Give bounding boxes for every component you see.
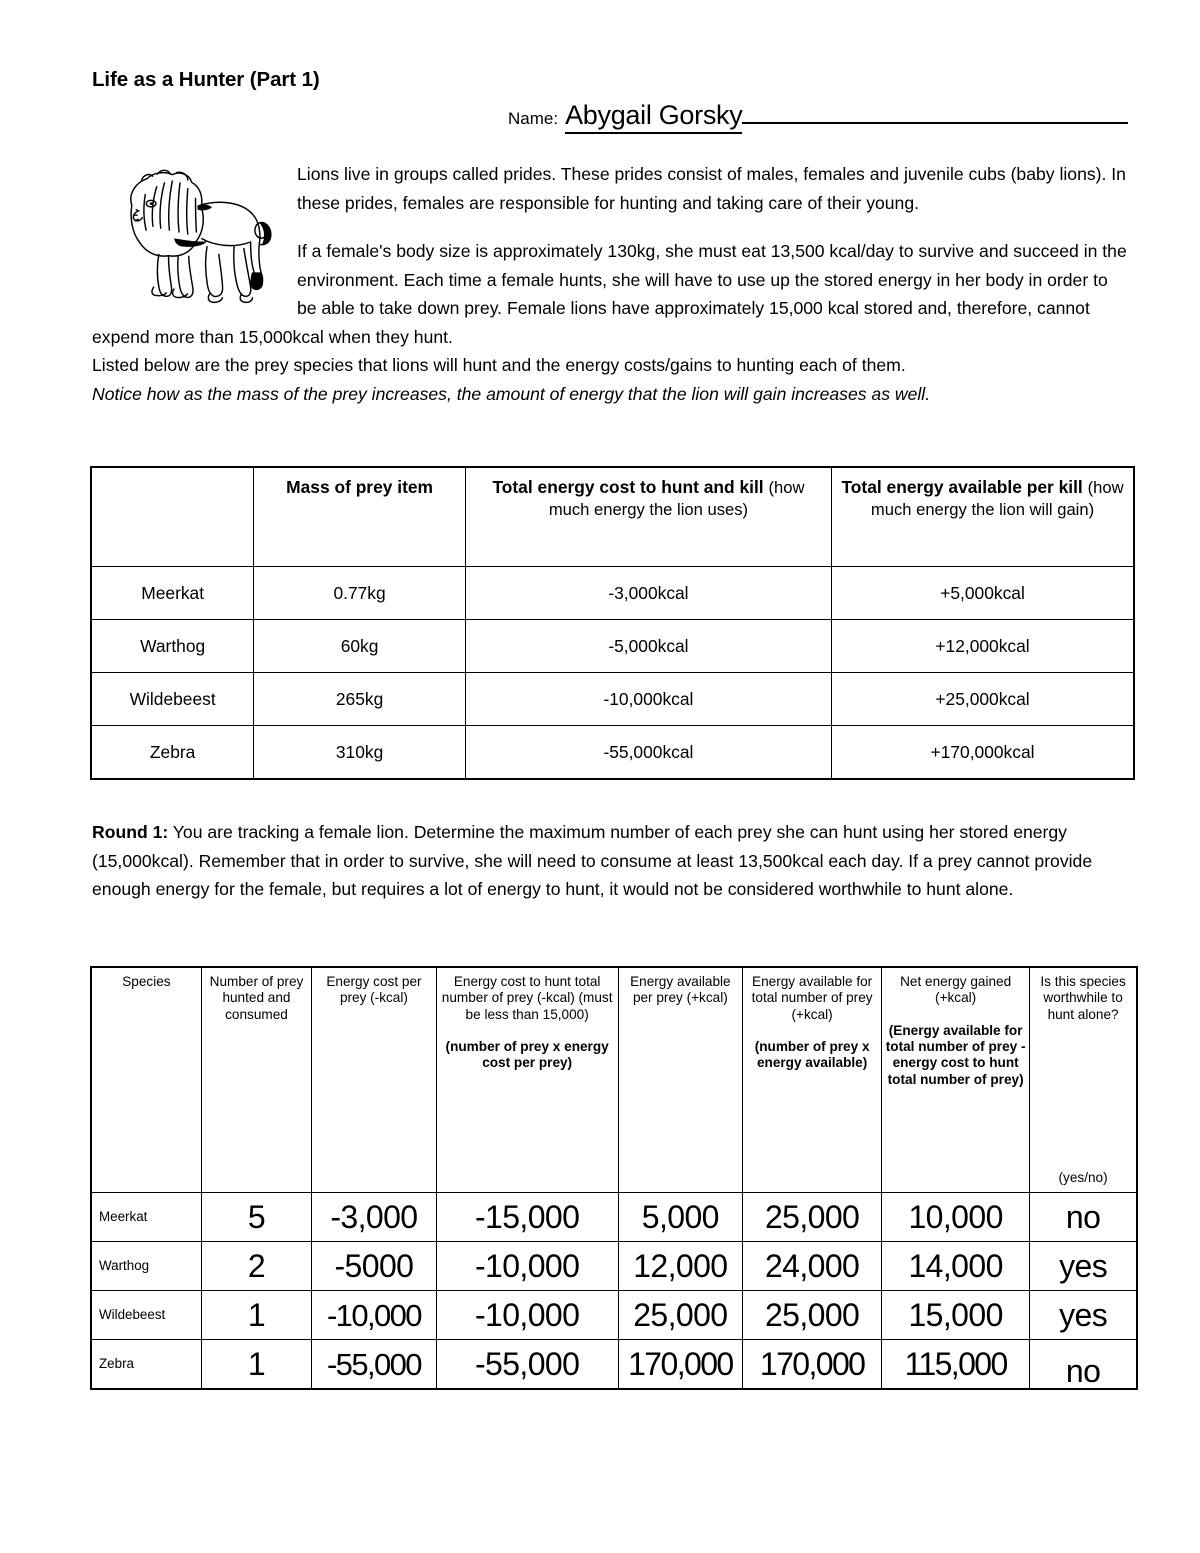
page-title: Life as a Hunter (Part 1) bbox=[92, 68, 320, 91]
ws-species: Zebra bbox=[91, 1340, 201, 1390]
intro-paragraph-1: Lions live in groups called prides. These prides consist of males, females and juvenile cubs (baby lions). In these prides, females are responsible for hunting and taking care of their young. bbox=[297, 164, 1126, 213]
prey-cost: -10,000kcal bbox=[465, 673, 831, 726]
intro-paragraph-4: Notice how as the mass of the prey increases, the amount of energy that the lion will gain increases as well. bbox=[92, 383, 931, 404]
ws-cost-per-prey[interactable]: -5000 bbox=[312, 1242, 437, 1291]
intro-paragraph-2: If a female's body size is approximately 130kg, she must eat 13,500 kcal/day to survive and succeed in the environment. Each time a female hunts, she will have to use up the stored energy in her body in order to be able to take down prey. Female lions have approximately 15,000 kcal stored and, therefore, cannot expend more than 15,000kcal when they hunt. bbox=[92, 241, 1127, 347]
ws-cost-per-prey[interactable]: -10,000 bbox=[312, 1291, 437, 1340]
table-row bbox=[91, 673, 1134, 726]
ws-available-total[interactable]: 24,000 bbox=[743, 1242, 882, 1291]
ws-available-total[interactable]: 25,000 bbox=[743, 1193, 882, 1242]
student-name-value: Abygail Gorsky bbox=[565, 100, 742, 134]
prey-available: +5,000kcal bbox=[832, 567, 1134, 620]
prey-cost: -5,000kcal bbox=[465, 620, 831, 673]
prey-header-cost-label: Total energy cost to hunt and kill bbox=[492, 477, 764, 497]
ws-header-available-total-main: Energy available for total number of prey (+kcal) bbox=[751, 974, 873, 1022]
ws-cost-total[interactable]: -55,000 bbox=[436, 1340, 618, 1390]
worksheet-answer-table bbox=[90, 966, 1138, 1390]
ws-worthwhile[interactable]: no bbox=[1030, 1347, 1137, 1397]
prey-header-cost bbox=[465, 467, 831, 567]
prey-cost: -55,000kcal bbox=[465, 726, 831, 780]
ws-cost-total[interactable]: -10,000 bbox=[436, 1291, 618, 1340]
prey-species: Zebra bbox=[91, 726, 254, 780]
table-header-row bbox=[91, 967, 1137, 1193]
prey-header-cost-sub: (how much energy the lion uses) bbox=[548, 478, 805, 519]
table-row bbox=[91, 567, 1134, 620]
ws-net-energy[interactable]: 14,000 bbox=[882, 1242, 1030, 1291]
ws-available-per-prey[interactable]: 170,000 bbox=[618, 1340, 743, 1390]
prey-available: +12,000kcal bbox=[832, 620, 1134, 673]
ws-header-worthwhile-sub: (yes/no) bbox=[1058, 1169, 1108, 1185]
ws-header-available-total bbox=[743, 967, 882, 1193]
prey-header-available-sub: (how much energy the lion will gain) bbox=[870, 478, 1124, 519]
ws-header-available-per-prey: Energy available per prey (+kcal) bbox=[618, 967, 743, 1193]
table-row bbox=[91, 726, 1134, 780]
ws-header-net-main: Net energy gained (+kcal) bbox=[900, 974, 1012, 1006]
ws-header-cost-total bbox=[436, 967, 618, 1193]
ws-header-net-formula: (Energy available for total number of prey - energy cost to hunt total number of prey) bbox=[885, 1022, 1026, 1087]
ws-cost-total[interactable]: -10,000 bbox=[436, 1242, 618, 1291]
prey-available: +25,000kcal bbox=[832, 673, 1134, 726]
table-row bbox=[91, 1340, 1137, 1390]
ws-header-net-energy bbox=[882, 967, 1030, 1193]
ws-species: Meerkat bbox=[91, 1193, 201, 1242]
prey-cost: -3,000kcal bbox=[465, 567, 831, 620]
round1-text: You are tracking a female lion. Determine the maximum number of each prey she can hunt using her stored energy (15,000kcal). Remember that in order to survive, she will need to consume at least 13,500kcal each day. If a prey cannot provide enough energy for the female, but requires a lot of energy to hunt, it would not be considered worthwhile to hunt alone. bbox=[92, 822, 1093, 899]
intro-paragraph-3: Listed below are the prey species that lions will hunt and the energy costs/gains to hunting each of them. bbox=[92, 355, 906, 375]
prey-header-mass bbox=[254, 467, 466, 567]
prey-mass: 60kg bbox=[254, 620, 466, 673]
prey-species: Warthog bbox=[91, 620, 254, 673]
ws-available-per-prey[interactable]: 25,000 bbox=[618, 1291, 743, 1340]
ws-header-species: Species bbox=[91, 967, 201, 1193]
prey-species: Wildebeest bbox=[91, 673, 254, 726]
ws-number-hunted[interactable]: 1 bbox=[201, 1291, 311, 1340]
ws-worthwhile[interactable]: yes bbox=[1030, 1291, 1137, 1340]
prey-header-blank bbox=[91, 467, 254, 567]
round1-instructions bbox=[92, 818, 1132, 904]
ws-header-cost-total-formula: (number of prey x energy cost per prey) bbox=[445, 1038, 609, 1071]
ws-net-energy[interactable]: 15,000 bbox=[882, 1291, 1030, 1340]
prey-mass: 0.77kg bbox=[254, 567, 466, 620]
ws-species: Wildebeest bbox=[91, 1291, 201, 1340]
ws-header-worthwhile-main: Is this species worthwhile to hunt alone? bbox=[1040, 974, 1126, 1022]
ws-header-cost-total-main: Energy cost to hunt total number of prey (-kcal) (must be less than 15,000) bbox=[441, 974, 613, 1022]
ws-available-total[interactable]: 25,000 bbox=[743, 1291, 882, 1340]
prey-reference-table bbox=[90, 466, 1135, 780]
prey-header-available-label: Total energy available per kill bbox=[841, 477, 1083, 497]
table-row bbox=[91, 1242, 1137, 1291]
ws-number-hunted[interactable]: 5 bbox=[201, 1193, 311, 1242]
prey-mass: 310kg bbox=[254, 726, 466, 780]
prey-header-mass-label: Mass of prey item bbox=[286, 477, 434, 497]
ws-available-total[interactable]: 170,000 bbox=[743, 1340, 882, 1390]
table-header-row bbox=[91, 467, 1134, 567]
prey-header-available bbox=[832, 467, 1134, 567]
table-row bbox=[91, 1193, 1137, 1242]
ws-net-energy[interactable]: 115,000 bbox=[882, 1340, 1030, 1390]
prey-available: +170,000kcal bbox=[832, 726, 1134, 780]
ws-cost-total[interactable]: -15,000 bbox=[436, 1193, 618, 1242]
ws-species: Warthog bbox=[91, 1242, 201, 1291]
ws-header-number-hunted: Number of prey hunted and consumed bbox=[201, 967, 311, 1193]
ws-number-hunted[interactable]: 2 bbox=[201, 1242, 311, 1291]
table-row bbox=[91, 1291, 1137, 1340]
name-label: Name: bbox=[508, 109, 559, 128]
ws-worthwhile[interactable]: no bbox=[1030, 1193, 1137, 1242]
ws-header-worthwhile bbox=[1030, 967, 1137, 1193]
table-row bbox=[91, 620, 1134, 673]
lion-illustration-icon bbox=[114, 165, 279, 305]
ws-net-energy[interactable]: 10,000 bbox=[882, 1193, 1030, 1242]
ws-worthwhile[interactable]: yes bbox=[1030, 1242, 1137, 1291]
ws-available-per-prey[interactable]: 12,000 bbox=[618, 1242, 743, 1291]
ws-available-per-prey[interactable]: 5,000 bbox=[618, 1193, 743, 1242]
ws-header-available-total-formula: (number of prey x energy available) bbox=[754, 1038, 870, 1071]
intro-section bbox=[92, 160, 1130, 408]
prey-mass: 265kg bbox=[254, 673, 466, 726]
ws-cost-per-prey[interactable]: -3,000 bbox=[312, 1193, 437, 1242]
name-blank-line bbox=[742, 100, 1128, 124]
ws-header-cost-per-prey: Energy cost per prey (-kcal) bbox=[312, 967, 437, 1193]
ws-cost-per-prey[interactable]: -55,000 bbox=[312, 1340, 437, 1390]
name-field-row bbox=[508, 100, 1128, 134]
ws-number-hunted[interactable]: 1 bbox=[201, 1340, 311, 1390]
prey-species: Meerkat bbox=[91, 567, 254, 620]
round1-label: Round 1: bbox=[92, 822, 169, 842]
